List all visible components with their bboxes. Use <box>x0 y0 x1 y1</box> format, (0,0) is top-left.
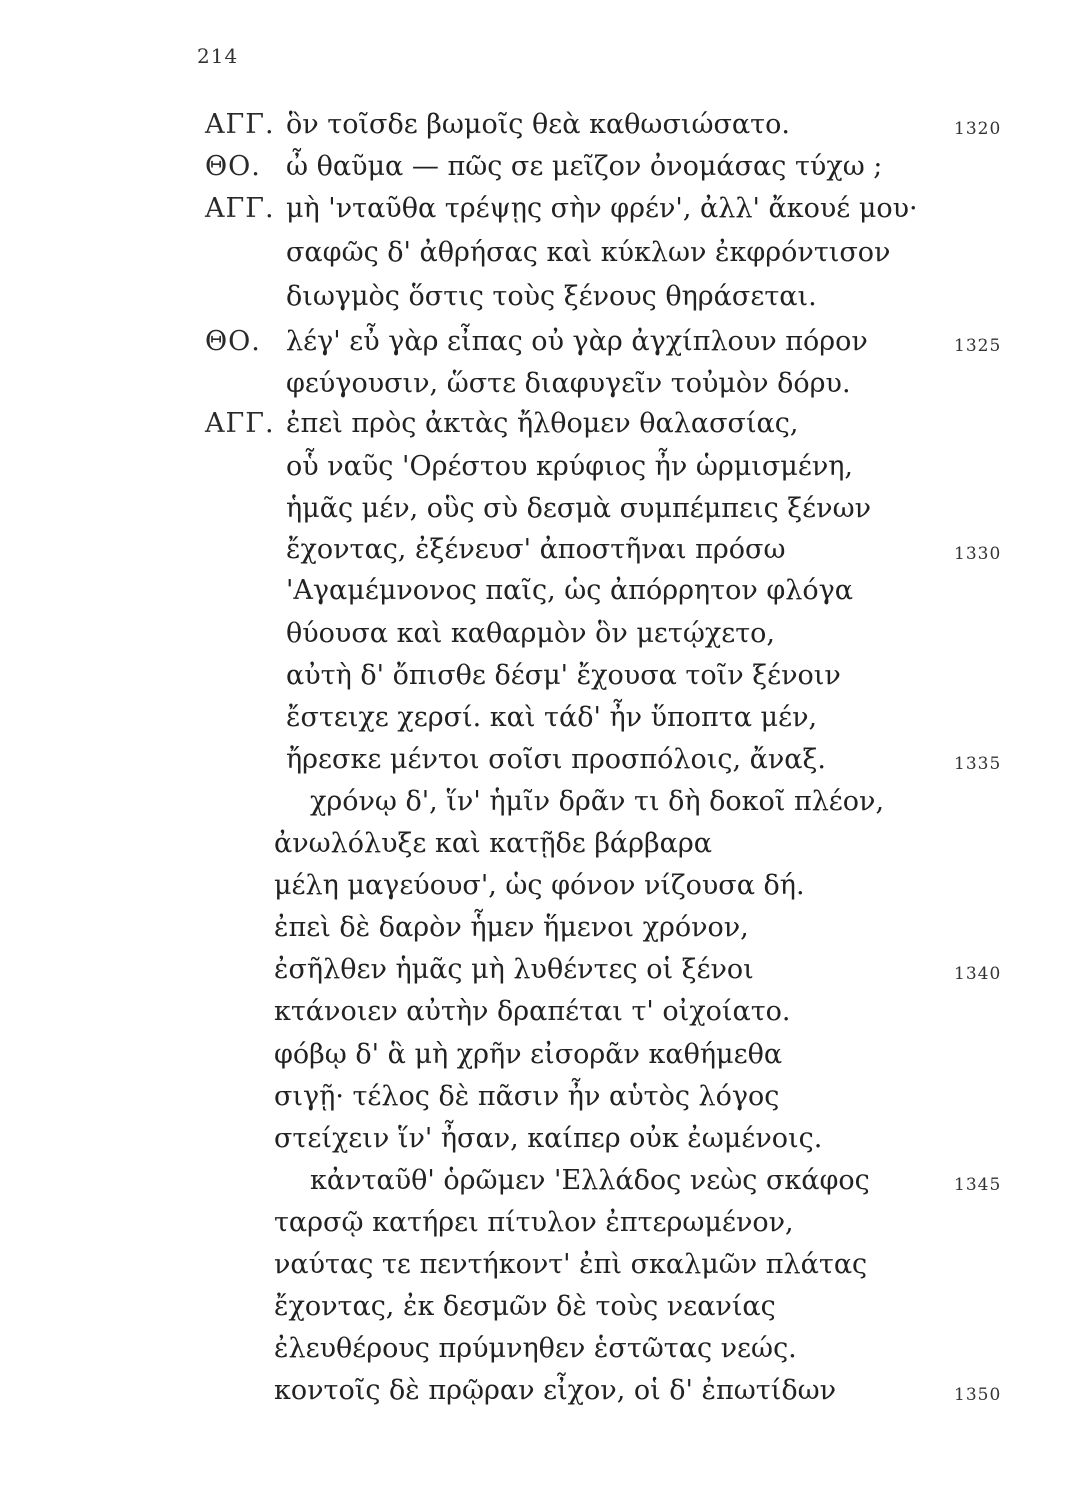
verse-line <box>0 1201 1086 1245</box>
line-number: 1350 <box>954 1385 1002 1405</box>
verse-text: στείχειν ἵν' ἦσαν, καίπερ οὐκ ἐωμένοις. <box>274 1123 823 1154</box>
verse-line <box>0 487 1086 531</box>
verse-text: ὦ θαῦμα — πῶς σε μεῖζον ὀνομάσας τύχω ; <box>286 151 883 182</box>
speaker-label: ΘΟ. <box>205 151 261 182</box>
verse-line <box>0 612 1086 656</box>
verse-text: φεύγουσιν, ὥστε διαφυγεῖν τοὐμὸν δόρυ. <box>286 368 851 399</box>
line-number: 1335 <box>954 754 1002 774</box>
verse-text: ἔστειχε χερσί. καὶ τάδ' ἦν ὕποπτα μέν, <box>286 702 818 733</box>
page-number: 214 <box>197 44 239 68</box>
verse-line <box>0 1243 1086 1287</box>
verse-line <box>0 362 1086 406</box>
line-number: 1340 <box>954 964 1002 984</box>
verse-line <box>0 1033 1086 1077</box>
verse-text: φόβῳ δ' ἃ μὴ χρῆν εἰσορᾶν καθήμεθα <box>274 1039 783 1070</box>
line-number: 1325 <box>954 336 1002 356</box>
verse-line <box>0 187 1086 231</box>
verse-text: ἐλευθέρους πρύμνηθεν ἑστῶτας νεώς. <box>274 1333 797 1364</box>
verse-line <box>0 145 1086 189</box>
verse-line <box>0 528 1086 572</box>
verse-line <box>0 1159 1086 1203</box>
verse-line <box>0 275 1086 319</box>
verse-text: ἔχοντας, ἐξένευσ' ἀποστῆναι πρόσω <box>286 534 786 565</box>
verse-text: ἀνωλόλυξε καὶ κατῇδε βάρβαρα <box>274 828 712 859</box>
verse-text: σαφῶς δ' ἀθρήσας καὶ κύκλων ἐκφρόντισον <box>286 237 891 268</box>
verse-text: ἐπεὶ δὲ δαρὸν ἧμεν ἥμενοι χρόνον, <box>274 912 749 943</box>
line-number: 1320 <box>954 119 1002 139</box>
speaker-label: ΑΓΓ. <box>205 408 275 439</box>
verse-text: ταρσῷ κατήρει πίτυλον ἐπτερωμένον, <box>274 1207 794 1238</box>
verse-line <box>0 445 1086 489</box>
speaker-label: ΑΓΓ. <box>205 193 275 224</box>
verse-text: σιγῇ· τέλος δὲ πᾶσιν ἦν αὑτὸς λόγος <box>274 1081 780 1112</box>
verse-line <box>0 320 1086 364</box>
verse-text: ὃν τοῖσδε βωμοῖς θεὰ καθωσιώσατο. <box>286 109 790 140</box>
verse-line <box>0 1075 1086 1119</box>
verse-line <box>0 569 1086 613</box>
verse-line <box>0 1117 1086 1161</box>
verse-line <box>0 906 1086 950</box>
speaker-label: ΑΓΓ. <box>205 109 275 140</box>
verse-text: θύουσα καὶ καθαρμὸν ὃν μετῴχετο, <box>286 618 775 649</box>
verse-text: κἀνταῦθ' ὁρῶμεν 'Ελλάδος νεὼς σκάφος <box>310 1165 870 1196</box>
line-number: 1345 <box>954 1175 1002 1195</box>
verse-line <box>0 990 1086 1034</box>
verse-text: 'Αγαμέμνονος παῖς, ὡς ἀπόρρητον φλόγα <box>286 575 853 606</box>
verse-line <box>0 1285 1086 1329</box>
verse-text: μέλη μαγεύουσ', ὡς φόνον νίζουσα δή. <box>274 870 805 901</box>
verse-text: λέγ' εὖ γὰρ εἶπας οὐ γὰρ ἀγχίπλουν πόρον <box>286 326 868 357</box>
verse-text: ναύτας τε πεντήκοντ' ἐπὶ σκαλμῶν πλάτας <box>274 1249 868 1280</box>
verse-text: διωγμὸς ὅστις τοὺς ξένους θηράσεται. <box>286 281 817 312</box>
verse-line <box>0 864 1086 908</box>
line-number: 1330 <box>954 544 1002 564</box>
verse-line <box>0 780 1086 824</box>
verse-text: αὐτὴ δ' ὄπισθε δέσμ' ἔχουσα τοῖν ξένοιν <box>286 660 841 691</box>
verse-text: οὗ ναῦς 'Ορέστου κρύφιος ἦν ὡρμισμένη, <box>286 451 853 482</box>
speaker-label: ΘΟ. <box>205 326 261 357</box>
verse-line <box>0 696 1086 740</box>
verse-line <box>0 402 1086 446</box>
verse-text: ἐσῆλθεν ἡμᾶς μὴ λυθέντες οἱ ξένοι <box>274 954 754 985</box>
verse-text: ἡμᾶς μέν, οὓς σὺ δεσμὰ συμπέμπεις ξένων <box>286 493 872 524</box>
verse-line <box>0 822 1086 866</box>
verse-line <box>0 231 1086 275</box>
verse-line <box>0 1369 1086 1413</box>
verse-line <box>0 1327 1086 1371</box>
verse-text: μὴ 'νταῦθα τρέψῃς σὴν φρέν', ἀλλ' ἄκουέ μου· <box>286 193 918 224</box>
verse-text: ἐπεὶ πρὸς ἀκτὰς ἤλθομεν θαλασσίας, <box>286 408 799 439</box>
verse-line <box>0 738 1086 782</box>
verse-text: χρόνῳ δ', ἵν' ἡμῖν δρᾶν τι δὴ δοκοῖ πλέον, <box>310 786 885 817</box>
verse-text: κτάνοιεν αὐτὴν δραπέται τ' οἰχοίατο. <box>274 996 791 1027</box>
verse-text: κοντοῖς δὲ πρῷραν εἶχον, οἱ δ' ἐπωτίδων <box>274 1375 837 1406</box>
verse-line <box>0 103 1086 147</box>
verse-text: ἔχοντας, ἐκ δεσμῶν δὲ τοὺς νεανίας <box>274 1291 776 1322</box>
verse-line <box>0 948 1086 992</box>
verse-line <box>0 654 1086 698</box>
verse-text: ἤρεσκε μέντοι σοῖσι προσπόλοις, ἄναξ. <box>286 744 826 775</box>
